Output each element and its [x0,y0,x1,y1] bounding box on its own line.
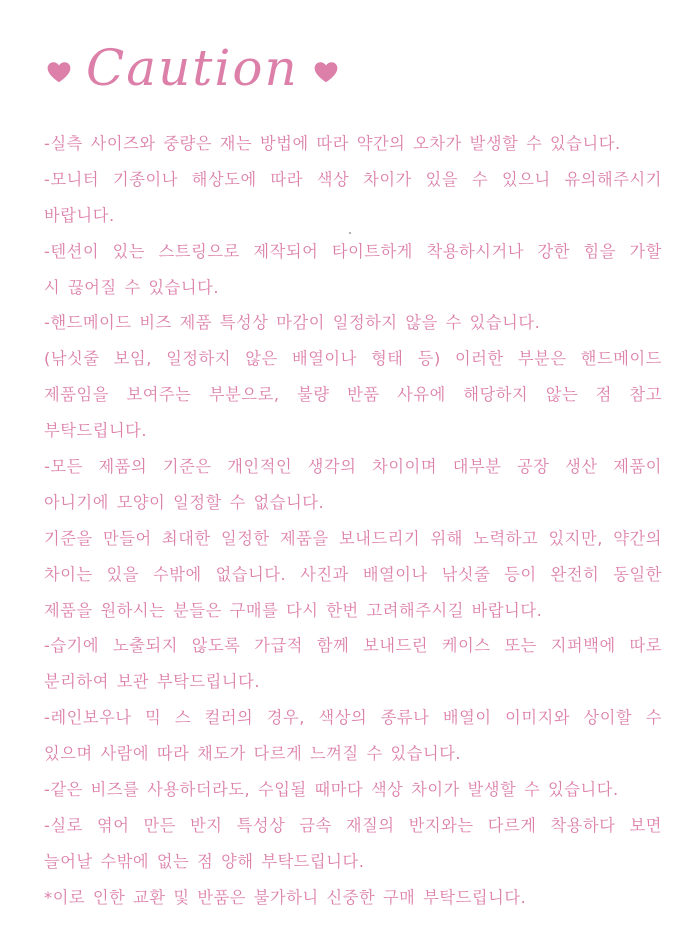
caution-line: 바랍니다. [44,205,115,225]
caution-line: -핸드메이드 비즈 제품 특성상 마감이 일정하지 않을 수 있습니다. [44,313,541,333]
caution-line: -습기에 노출되지 않도록 가급적 함께 보내드린 케이스 또는 지퍼백에 따로 [44,636,662,656]
caution-text-block [44,126,662,916]
caution-line: 차이는 있을 수밖에 없습니다. 사진과 배열이나 낚싯줄 등이 완전히 동일한 [44,564,662,584]
caution-line: -실측 사이즈와 중량은 재는 방법에 따라 약간의 오차가 발생할 수 있습니다. [44,134,621,153]
heart-icon [313,59,339,85]
caution-line: -실로 엮어 만든 반지 특성상 금속 재질의 반지와는 다르게 착용하다 보면 [44,815,662,835]
heart-icon [46,59,72,85]
caution-line: -레인보우나 믹 스 컬러의 경우, 색상의 종류나 배열이 이미지와 상이할 수 [44,708,662,728]
caution-line: 있으며 사람에 따라 채도가 다르게 느껴질 수 있습니다. [44,744,462,764]
caution-line: 늘어날 수밖에 없는 점 양해 부탁드립니다. [44,851,365,871]
caution-line: *이로 인한 교환 및 반품은 불가하니 신중한 구매 부탁드립니다. [44,887,527,907]
caution-line: -같은 비즈를 사용하더라도, 수입될 때마다 색상 차이가 발생할 수 있습니다. [44,780,619,800]
caution-line: 제품임을 보여주는 부분으로, 불량 반품 사유에 해당하지 않는 점 참고 [44,385,662,405]
caution-line: -모든 제품의 기준은 개인적인 생각의 차이이며 대부분 공장 생산 제품이 [44,457,662,477]
caution-line: (낚싯줄 보임, 일정하지 않은 배열이나 형태 등) 이러한 부분은 핸드메이드 [44,349,662,369]
page-title: Caution [86,39,299,97]
caution-line: 제품을 원하시는 분들은 구매를 다시 한번 고려해주시길 바랍니다. [44,600,543,620]
caution-line: 시 끊어질 수 있습니다. [44,277,220,297]
title-row [46,32,339,112]
caution-line: -모니터 기종이나 해상도에 따라 색상 차이가 있을 수 있으니 유의해주시기 [44,169,662,189]
caution-line: 부탁드립니다. [44,421,148,441]
caution-line: 분리하여 보관 부탁드립니다. [44,672,261,692]
caution-line: -텐션이 있는 스트링으로 제작되어 타이트하게 착용하시거나 강한 힘을 가할 [44,241,662,261]
caution-line: 기준을 만들어 최대한 일정한 제품을 보내드리기 위해 노력하고 있지만, 약간의 [44,528,662,548]
caution-line: 아니기에 모양이 일정할 수 없습니다. [44,492,325,512]
